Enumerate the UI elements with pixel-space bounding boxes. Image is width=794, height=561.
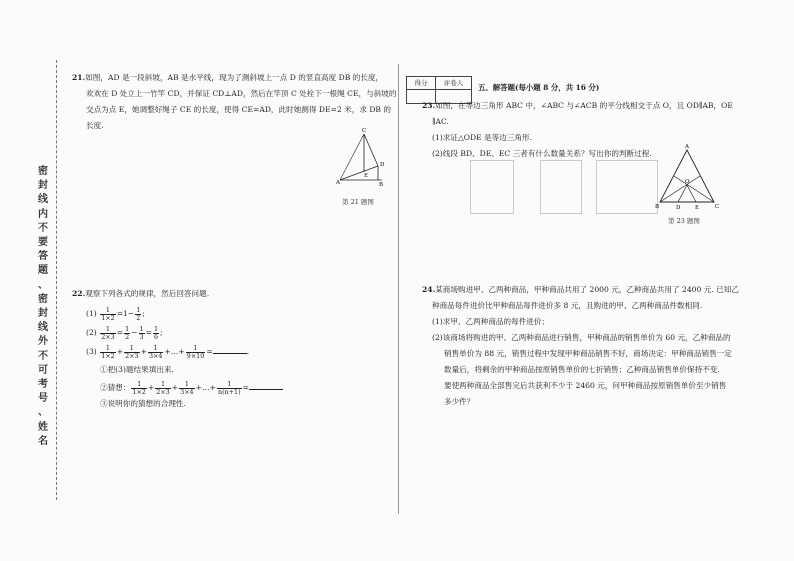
binding-char: 可 <box>38 364 48 376</box>
question-number: 23. <box>422 101 436 110</box>
label-a: A <box>336 180 340 186</box>
binding-char: 、 <box>38 279 48 291</box>
binding-char: 内 <box>38 208 48 220</box>
binding-char: 线 <box>38 322 48 334</box>
bleed-through-mark <box>540 160 582 214</box>
bleed-through-mark <box>596 160 658 214</box>
label-d: D <box>676 205 681 211</box>
question-text-line: (1)求甲、乙两种商品的每件进价； <box>432 317 550 326</box>
label-b: B <box>655 204 660 210</box>
label-e: E <box>695 205 700 211</box>
binding-char: 封 <box>38 308 48 320</box>
question-text-line: 某商场购进甲、乙两种商品，甲种商品共用了 2000 元，乙种商品共用了 2400 元. 已知乙 <box>435 285 739 294</box>
binding-dashed-line <box>56 60 57 500</box>
section-title: 五、解答题(每小题 8 分，共 16 分) <box>478 83 600 92</box>
question-text-line: 多少件？ <box>444 397 475 406</box>
q21-figure <box>334 128 394 188</box>
binding-char: 密 <box>38 166 48 177</box>
question-21 <box>72 70 397 134</box>
question-text-line: 欢欢在 D 处立上一竹竿 CD，并保证 CD⊥AD，然后在竿顶 C 处栓下一根绳 CE，与斜坡的 <box>86 89 397 98</box>
q23-figure <box>654 144 724 214</box>
formula-line-1: (1) $\frac{1}{1\times 2}$ =1− $\frac{1}{2}$ ; <box>86 305 145 322</box>
binding-char: 不 <box>38 350 48 362</box>
binding-char: 不 <box>38 222 48 234</box>
question-text-line: (1)求证△ODE 是等边三角形. <box>432 133 533 142</box>
question-text-line: 种商品每件进价比甲种商品每件进价多 8 元，且购进的甲、乙两种商品件数相同. <box>432 301 703 310</box>
formula-line-2: (2) $\frac{1}{2\times 3}$ = $\frac{1}{2}$ − $\frac{1}{3}$ = $\frac{1}{6}$ ; <box>86 324 163 341</box>
binding-char: 考 <box>38 379 48 391</box>
binding-char: 要 <box>38 237 48 249</box>
page-divider <box>398 64 399 514</box>
binding-char: 封 <box>38 180 48 192</box>
question-number: 24. <box>422 285 436 294</box>
label-d: D <box>380 162 385 168</box>
label-o: O <box>685 179 690 185</box>
question-text-line: 如图，在等边三角形 ABC 中，∠ABC 与∠ACB 的平分线相交于点 O，且 OD∥AB，OE <box>435 101 733 110</box>
question-intro: 观察下列各式的规律，然后回答问题. <box>85 289 210 298</box>
binding-char: 答 <box>38 251 48 263</box>
question-text-line: 销售单价为 88 元，销售过程中发现甲种商品销售不好，商场决定：甲种商品销售一定 <box>444 349 732 358</box>
question-text-line: (2)该商场将购进的甲、乙两种商品进行销售，甲种商品的销售单价为 60 元，乙种商品的 <box>432 333 731 342</box>
label-b: B <box>379 182 384 188</box>
question-text-line: 交点为点 E，她调整好绳子 CE 的长度，使得 CE=AD，此时她测得 DE=2 米，求 DB 的 <box>86 105 392 114</box>
binding-char: 线 <box>38 194 48 206</box>
figure-caption: 第 23 题图 <box>668 217 700 225</box>
sub-item-3: ③说明你的猜想的合理性. <box>100 399 186 408</box>
answer-blank[interactable] <box>213 346 247 354</box>
score-label: 得分 <box>407 77 436 90</box>
binding-char: 号 <box>38 393 48 405</box>
question-text-line: (2)线段 BD、DE、EC 三者有什么数量关系？写出你的判断过程. <box>432 149 652 158</box>
binding-instruction <box>36 165 50 449</box>
question-24 <box>422 282 742 410</box>
bleed-through-mark <box>470 160 514 214</box>
sub-item-2: ②猜想： $\frac{1}{1\times 2}$ + $\frac{1}{2\times 3}$ + $\frac{1}{3\times 4}$ +…+ $\frac{1}{n(n+1)}$ = <box>72 380 392 396</box>
sub-item-1: ①把(3)题结果填出来. <box>100 365 174 374</box>
binding-char: 名 <box>38 435 48 447</box>
label-c: C <box>715 204 720 210</box>
label-c: C <box>361 128 367 134</box>
binding-char: 密 <box>38 293 48 305</box>
question-22 <box>72 286 392 412</box>
figure-caption: 第 21 题图 <box>342 198 374 206</box>
question-text-line: 数量后，将剩余的甲种商品按原销售单价的七折销售；乙种商品销售单价保持不变. <box>444 365 720 374</box>
question-text-line: 如图，AD 是一段斜坡，AB 是水平线，现为了测斜坡上一点 D 的竖直高度 DB 的长度， <box>85 73 384 82</box>
question-text-line: 要使两种商品全部售完后共获利不少于 2460 元，问甲种商品按原销售单价至少销售 <box>444 381 727 390</box>
grader-label: 评卷人 <box>436 77 471 90</box>
formula-line-3: (3) $\frac{1}{1\times 2}$ + $\frac{1}{2\times 3}$ + $\frac{1}{3\times 4}$ +…+ $\frac{1}{9\times 10}$ = . <box>86 343 250 360</box>
binding-char: 外 <box>38 336 48 348</box>
question-text-line: 长度. <box>86 121 104 130</box>
binding-char: 题 <box>38 265 48 277</box>
binding-char: 姓 <box>38 421 48 433</box>
label-a: A <box>685 144 689 150</box>
answer-blank[interactable] <box>249 382 283 390</box>
question-number: 21. <box>72 73 86 82</box>
label-e: E <box>364 173 369 179</box>
binding-char: 、 <box>38 407 48 419</box>
question-number: 22. <box>72 289 86 298</box>
question-text-line: ∥AC. <box>432 117 449 126</box>
